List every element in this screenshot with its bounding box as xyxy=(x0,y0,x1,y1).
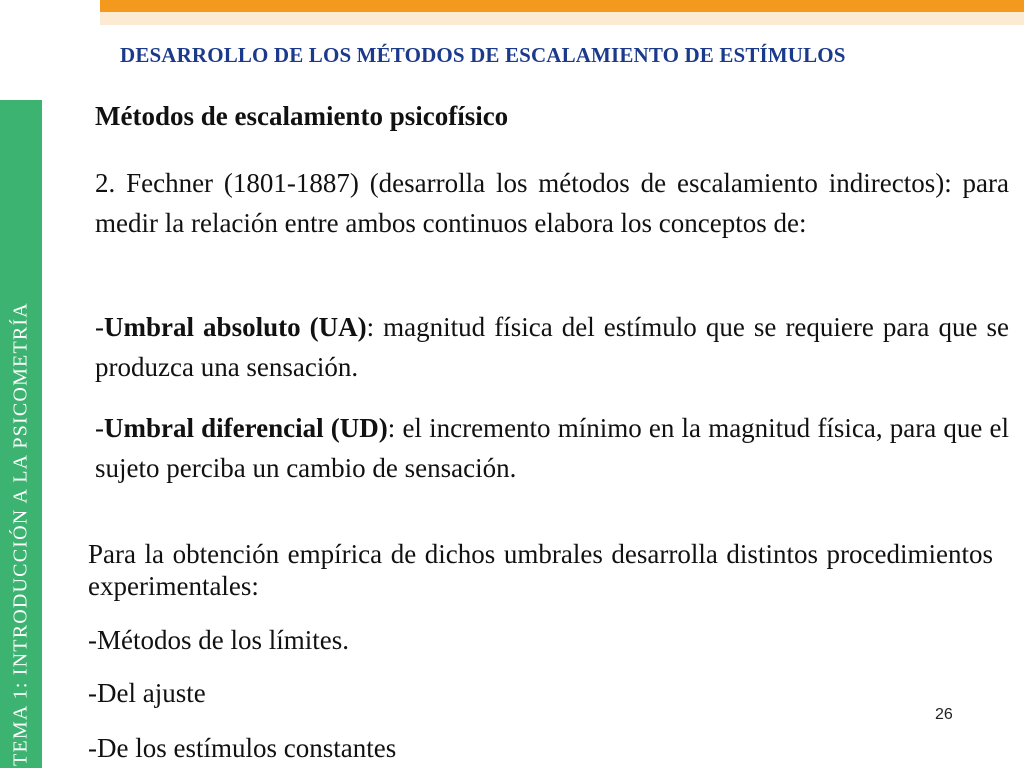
paragraph-umbral-diferencial xyxy=(95,408,1009,488)
dash: - xyxy=(95,312,104,342)
list-item-estimulos-constantes: -De los estímulos constantes xyxy=(88,733,397,763)
section-title: Métodos de escalamiento psicofísico xyxy=(95,101,509,131)
definition-umbral-absoluto: : magnitud física del estímulo que se requiere para que se produzca una sensación. xyxy=(95,312,1009,382)
term-umbral-diferencial: Umbral diferencial (UD) xyxy=(104,413,388,443)
definition-umbral-diferencial: : el incremento mínimo en la magnitud física, para que el sujeto perciba un cambio de sensación. xyxy=(95,413,1009,483)
paragraph-fechner: 2. Fechner (1801-1887) (desarrolla los métodos de escalamiento indirectos): para medir la relación entre ambos continuos elabora los conceptos de: xyxy=(95,168,1009,238)
top-cream-bar xyxy=(100,12,1024,25)
paragraph-umbral-absoluto xyxy=(95,307,1009,387)
list-item-limites: -Métodos de los límites. xyxy=(88,625,349,655)
top-orange-bar xyxy=(100,0,1024,12)
page-number: 26 xyxy=(935,706,953,723)
term-umbral-absoluto: Umbral absoluto (UA) xyxy=(104,312,367,342)
slide-header: DESARROLLO DE LOS MÉTODOS DE ESCALAMIENTO DE ESTÍMULOS xyxy=(120,43,846,67)
list-item-ajuste: -Del ajuste xyxy=(88,678,206,708)
sidebar-label: TEMA 1: INTRODUCCIÓN A LA PSICOMETRÍA xyxy=(9,302,32,766)
paragraph-procedimientos: Para la obtención empírica de dichos umbrales desarrolla distintos procedimientos experimentales: xyxy=(88,539,993,601)
sidebar-band xyxy=(0,100,42,768)
dash: - xyxy=(95,413,104,443)
